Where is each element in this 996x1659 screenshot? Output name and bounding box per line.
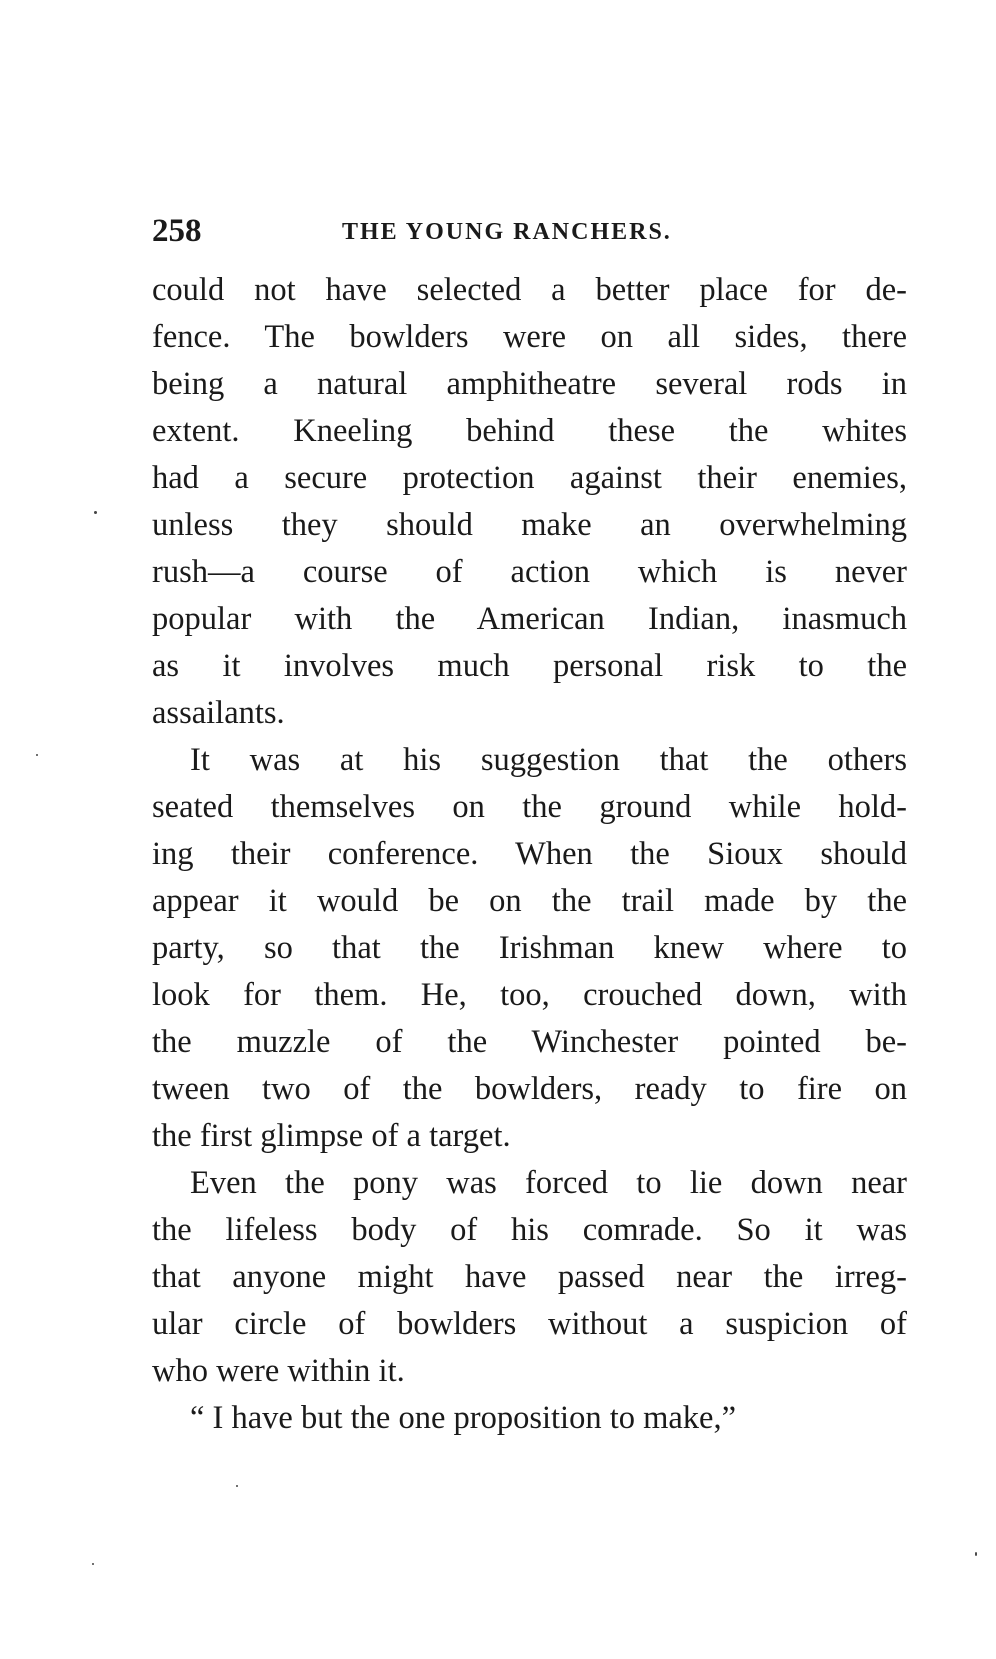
text-line: popular with the American Indian, inasmuch <box>152 601 907 637</box>
paper-speck <box>92 1563 94 1565</box>
text-line: as it involves much personal risk to the <box>152 648 907 684</box>
text-line: ular circle of bowlders without a suspicion of <box>152 1306 907 1342</box>
text-line: seated themselves on the ground while hold- <box>152 789 907 825</box>
paragraph <box>152 267 907 737</box>
text-line: fence. The bowlders were on all sides, there <box>152 319 907 355</box>
text-line: It was at his suggestion that the others <box>190 742 907 778</box>
paper-speck <box>975 1552 977 1556</box>
paper-speck <box>94 511 97 514</box>
paper-speck <box>236 1485 238 1487</box>
text-line: who were within it. <box>152 1353 405 1389</box>
paragraph <box>152 1160 907 1395</box>
text-line: ing their conference. When the Sioux should <box>152 836 907 872</box>
text-line: unless they should make an overwhelming <box>152 507 907 543</box>
running-head <box>152 213 912 253</box>
text-line: tween two of the bowlders, ready to fire on <box>152 1071 907 1107</box>
text-line: the muzzle of the Winchester pointed be- <box>152 1024 907 1060</box>
running-title: THE YOUNG RANCHERS. <box>342 219 672 245</box>
text-line: extent. Kneeling behind these the whites <box>152 413 907 449</box>
paper-speck <box>36 754 38 756</box>
paragraph <box>152 737 907 1160</box>
text-line: being a natural amphitheatre several rods in <box>152 366 907 402</box>
text-line: could not have selected a better place for de- <box>152 272 907 308</box>
text-line: party, so that the Irishman knew where to <box>152 930 907 966</box>
paragraph <box>152 1395 907 1442</box>
body-text <box>152 267 907 1442</box>
text-line: the lifeless body of his comrade. So it was <box>152 1212 907 1248</box>
text-line: look for them. He, too, crouched down, with <box>152 977 907 1013</box>
page-number: 258 <box>152 213 202 249</box>
text-line: Even the pony was forced to lie down near <box>190 1165 907 1201</box>
text-line: appear it would be on the trail made by the <box>152 883 907 919</box>
text-line: rush—a course of action which is never <box>152 554 907 590</box>
text-line: the first glimpse of a target. <box>152 1118 511 1154</box>
text-line: “ I have but the one proposition to make,” <box>190 1400 737 1436</box>
text-line: that anyone might have passed near the irreg- <box>152 1259 907 1295</box>
text-line: assailants. <box>152 695 285 731</box>
text-line: had a secure protection against their enemies, <box>152 460 907 496</box>
